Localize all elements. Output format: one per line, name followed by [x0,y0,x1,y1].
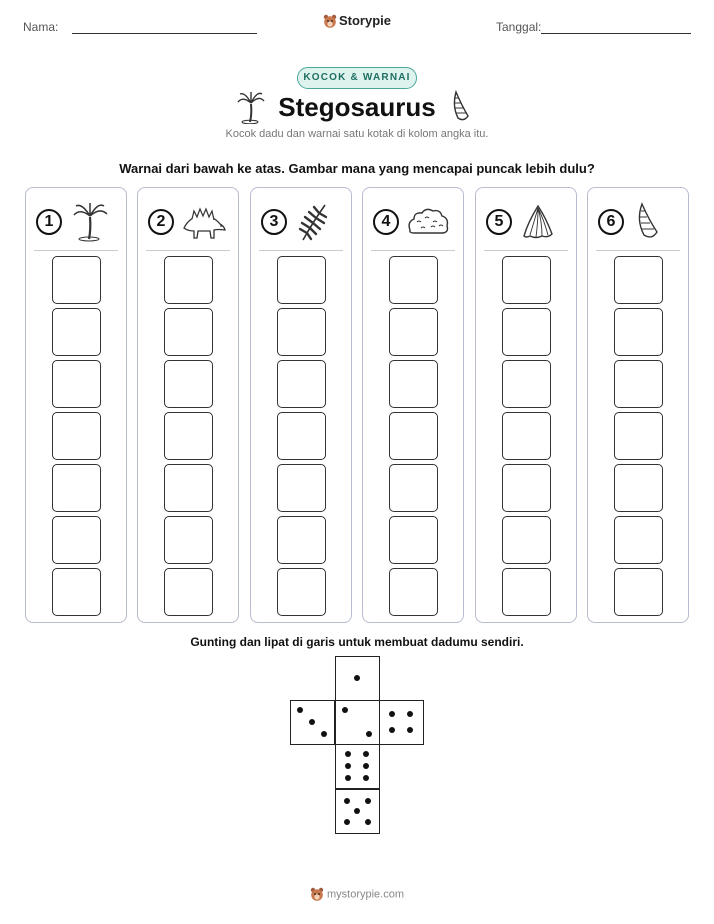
dice-pip [344,819,350,825]
column-3 [250,187,352,623]
color-box[interactable] [277,256,326,304]
column-number: 3 [261,209,287,235]
color-box[interactable] [277,412,326,460]
dice-pip [363,751,369,757]
color-box[interactable] [389,516,438,564]
dice-face-6 [335,744,380,789]
column-header [261,202,341,240]
horn-icon [448,90,474,124]
color-box[interactable] [52,464,101,512]
dice-face-2 [335,700,380,745]
color-box[interactable] [277,516,326,564]
color-box[interactable] [614,568,663,616]
color-box[interactable] [389,308,438,356]
activity-badge: KOCOK & WARNAI [297,67,417,89]
column-header [373,202,453,240]
column-6 [587,187,689,623]
column-divider [34,250,118,251]
column-divider [146,250,230,251]
shell-icon [518,202,558,247]
color-box[interactable] [164,568,213,616]
color-box[interactable] [52,568,101,616]
color-box[interactable] [52,256,101,304]
color-box[interactable] [502,412,551,460]
column-header [36,202,116,240]
dice-pip [366,731,372,737]
subtitle: Kocok dadu dan warnai satu kotak di kolom angka itu. [225,128,489,140]
color-box[interactable] [277,308,326,356]
date-label: Tanggal: [496,20,542,34]
dice-face-5 [335,789,380,834]
color-box[interactable] [52,412,101,460]
color-box[interactable] [614,464,663,512]
color-box[interactable] [389,256,438,304]
dice-pip [354,808,360,814]
color-box[interactable] [614,308,663,356]
column-2 [137,187,239,623]
column-number: 2 [148,209,174,235]
brand-name: Storypie [338,13,391,28]
dice-pip [344,798,350,804]
color-box[interactable] [614,256,663,304]
footer [0,887,714,902]
color-box[interactable] [164,308,213,356]
brand-logo [0,13,714,29]
dice-face-4 [379,700,424,745]
color-box[interactable] [164,516,213,564]
color-box[interactable] [52,360,101,408]
bear-logo-icon [323,14,337,29]
dice-pip [321,731,327,737]
fern-leaf-icon [293,202,333,247]
color-box[interactable] [52,516,101,564]
column-divider [371,250,455,251]
column-5 [475,187,577,623]
dice-pip [297,707,303,713]
dice-pip [309,719,315,725]
color-box[interactable] [389,412,438,460]
dice-pip [354,675,360,681]
instruction-text: Warnai dari bawah ke atas. Gambar mana yang mencapai puncak lebih dulu? [119,161,595,176]
color-box[interactable] [277,464,326,512]
color-box[interactable] [164,464,213,512]
cut-instruction: Gunting dan lipat di garis untuk membuat dadumu sendiri. [190,635,524,649]
column-4 [362,187,464,623]
color-box[interactable] [614,516,663,564]
dice-pip [407,711,413,717]
color-box[interactable] [389,568,438,616]
color-box[interactable] [502,568,551,616]
date-line [541,33,691,34]
column-number: 5 [486,209,512,235]
color-box[interactable] [164,412,213,460]
color-box[interactable] [277,568,326,616]
column-header [486,202,566,240]
dice-pip [407,727,413,733]
column-number: 4 [373,209,399,235]
dice-pip [363,775,369,781]
name-label: Nama: [23,20,59,34]
color-box[interactable] [52,308,101,356]
color-box[interactable] [502,256,551,304]
column-number: 6 [598,209,624,235]
column-1 [25,187,127,623]
column-header [598,202,678,240]
dice-face-1 [335,656,380,701]
dice-pip [389,727,395,733]
color-box[interactable] [502,464,551,512]
dice-pip [345,763,351,769]
color-box[interactable] [389,464,438,512]
dice-pip [345,751,351,757]
bear-logo-icon [310,887,324,902]
color-box[interactable] [502,308,551,356]
column-divider [596,250,680,251]
dice-pip [345,775,351,781]
color-box[interactable] [164,360,213,408]
color-box[interactable] [502,516,551,564]
dice-pip [365,819,371,825]
bush-icon [405,202,451,247]
color-box[interactable] [277,360,326,408]
page-title: Stegosaurus [278,92,436,122]
horn-icon [630,202,666,247]
palm-tree-icon [68,202,112,247]
color-box[interactable] [389,360,438,408]
column-number: 1 [36,209,62,235]
stegosaurus-icon [180,202,226,247]
color-box[interactable] [614,360,663,408]
color-box[interactable] [164,256,213,304]
name-line [72,33,257,34]
dice-pip [342,707,348,713]
dice-pip [389,711,395,717]
footer-url: mystorypie.com [326,888,405,901]
dice-pip [365,798,371,804]
dice-pip [363,763,369,769]
column-divider [259,250,343,251]
color-box[interactable] [614,412,663,460]
column-header [148,202,228,240]
column-divider [484,250,568,251]
color-box[interactable] [502,360,551,408]
dice-face-3 [290,700,335,745]
